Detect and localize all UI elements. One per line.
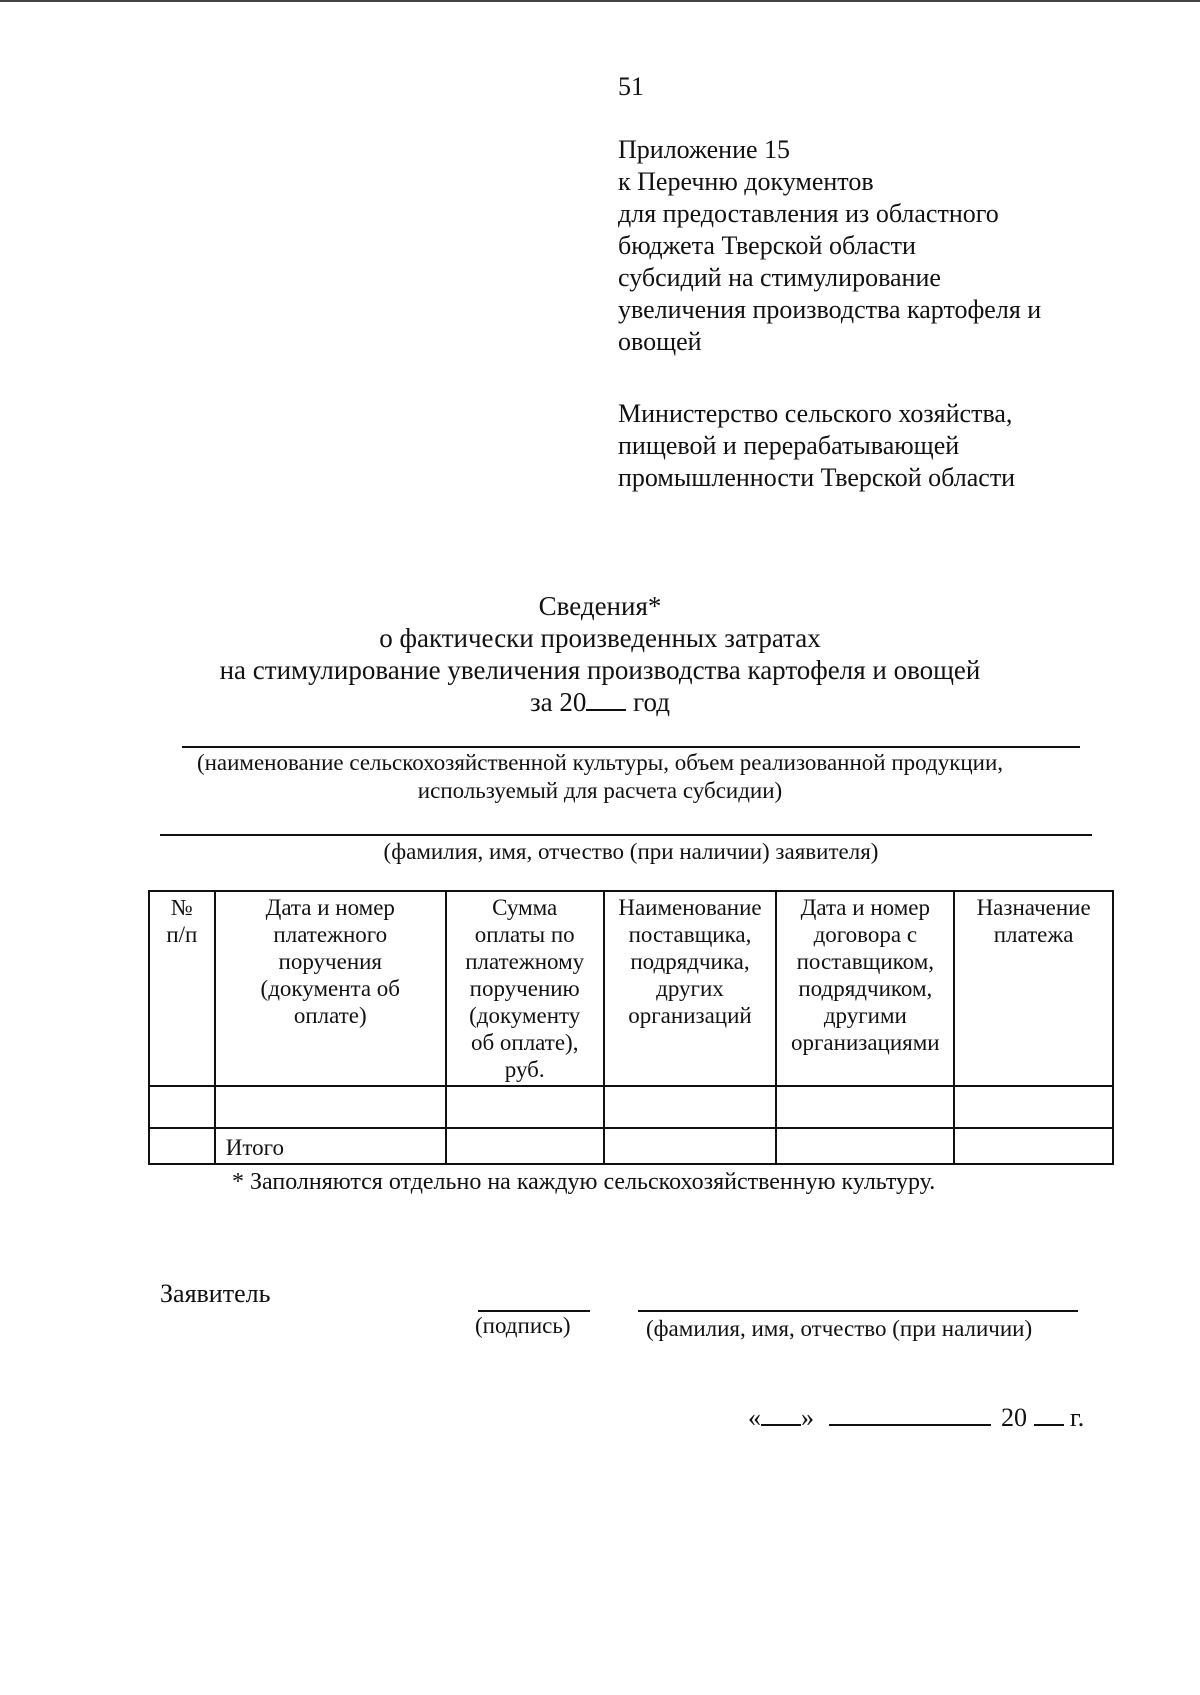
date-line <box>748 1402 1084 1433</box>
applicant-caption: (фамилия, имя, отчество (при наличии) заявителя) <box>383 839 879 864</box>
appendix-line: Приложение 15 <box>618 135 791 164</box>
header-text: Назначение платежа <box>976 895 1091 947</box>
title-heading: Сведения* <box>538 591 662 621</box>
total-amount-cell[interactable] <box>446 1128 604 1164</box>
fullname-caption: (фамилия, имя, отчество (при наличии) <box>646 1316 1033 1341</box>
total-label: Итого <box>215 1128 446 1164</box>
header-text: Сумма оплаты по платежному поручению (документу об оплате), руб. <box>465 895 585 1082</box>
crop-caption-line: используемый для расчета субсидии) <box>417 778 783 803</box>
table-cell[interactable] <box>149 1128 215 1164</box>
crop-caption <box>0 749 1200 805</box>
table-cell[interactable] <box>776 1086 954 1128</box>
year-blank[interactable] <box>1034 1402 1064 1426</box>
header-contract <box>776 891 954 1086</box>
title-line: о фактически произведенных затратах <box>379 623 821 653</box>
table-cell[interactable] <box>604 1128 777 1164</box>
appendix-line: овощей <box>618 327 702 356</box>
table-cell[interactable] <box>215 1086 446 1128</box>
header-text: № п/п <box>166 895 198 947</box>
table-cell[interactable] <box>954 1128 1113 1164</box>
day-blank[interactable] <box>761 1402 801 1426</box>
crop-caption-line: (наименование сельскохозяйственной культуры, объем реализованной продукции, <box>196 750 1004 775</box>
header-text: Дата и номер договора с поставщиком, подрядчиком, другими организациями <box>791 895 940 1055</box>
footnote: * Заполняются отдельно на каждую сельскохозяйственную культуру. <box>232 1169 936 1195</box>
date-open-quote: « <box>748 1403 761 1432</box>
addressee-line: пищевой и перерабатывающей <box>618 431 960 460</box>
crop-fill-line[interactable] <box>182 746 1080 748</box>
addressee-line: Министерство сельского хозяйства, <box>618 399 1013 428</box>
header-text: Дата и номер платежного поручения (документа об оплате) <box>260 895 401 1028</box>
header-payment-order <box>215 891 446 1086</box>
addressee-line: промышленности Тверской области <box>618 463 1016 492</box>
appendix-line: для предоставления из областного <box>618 199 999 228</box>
page-number: 51 <box>618 72 644 101</box>
table-cell[interactable] <box>954 1086 1113 1128</box>
document-title <box>0 590 1200 718</box>
signature-line[interactable] <box>478 1310 590 1312</box>
date-year-prefix: 20 <box>1001 1403 1027 1432</box>
appendix-block <box>618 134 1041 358</box>
year-prefix: за 20 <box>529 687 587 717</box>
month-blank[interactable] <box>829 1402 991 1426</box>
header-number <box>149 891 215 1086</box>
appendix-line: к Перечню документов <box>618 167 874 196</box>
signature-caption: (подпись) <box>475 1313 571 1338</box>
applicant-label: Заявитель <box>160 1279 271 1308</box>
year-blank[interactable] <box>586 687 626 711</box>
title-line: на стимулирование увеличения производства картофеля и овощей <box>219 655 981 685</box>
appendix-line: бюджета Тверской области <box>618 231 916 260</box>
header-purpose <box>954 891 1113 1086</box>
header-text: Наименование поставщика, подрядчика, других организаций <box>618 895 762 1028</box>
header-supplier <box>604 891 777 1086</box>
year-suffix: год <box>633 687 671 717</box>
table-total-row <box>149 1128 1113 1164</box>
appendix-line: субсидий на стимулирование <box>618 263 941 292</box>
date-year-suffix: г. <box>1070 1403 1085 1432</box>
expenses-table <box>148 890 1114 1165</box>
table-cell[interactable] <box>149 1086 215 1128</box>
table-cell[interactable] <box>604 1086 777 1128</box>
table-cell[interactable] <box>776 1128 954 1164</box>
fullname-line[interactable] <box>638 1310 1078 1312</box>
table-header-row <box>149 891 1113 1086</box>
appendix-line: увеличения производства картофеля и <box>618 295 1042 324</box>
table-row <box>149 1086 1113 1128</box>
table-cell[interactable] <box>446 1086 604 1128</box>
applicant-fill-line[interactable] <box>160 834 1092 836</box>
title-year-line <box>0 686 1200 718</box>
addressee-block <box>618 398 1015 494</box>
header-amount <box>446 891 604 1086</box>
date-close-quote: » <box>801 1403 814 1432</box>
top-border <box>0 0 1200 2</box>
